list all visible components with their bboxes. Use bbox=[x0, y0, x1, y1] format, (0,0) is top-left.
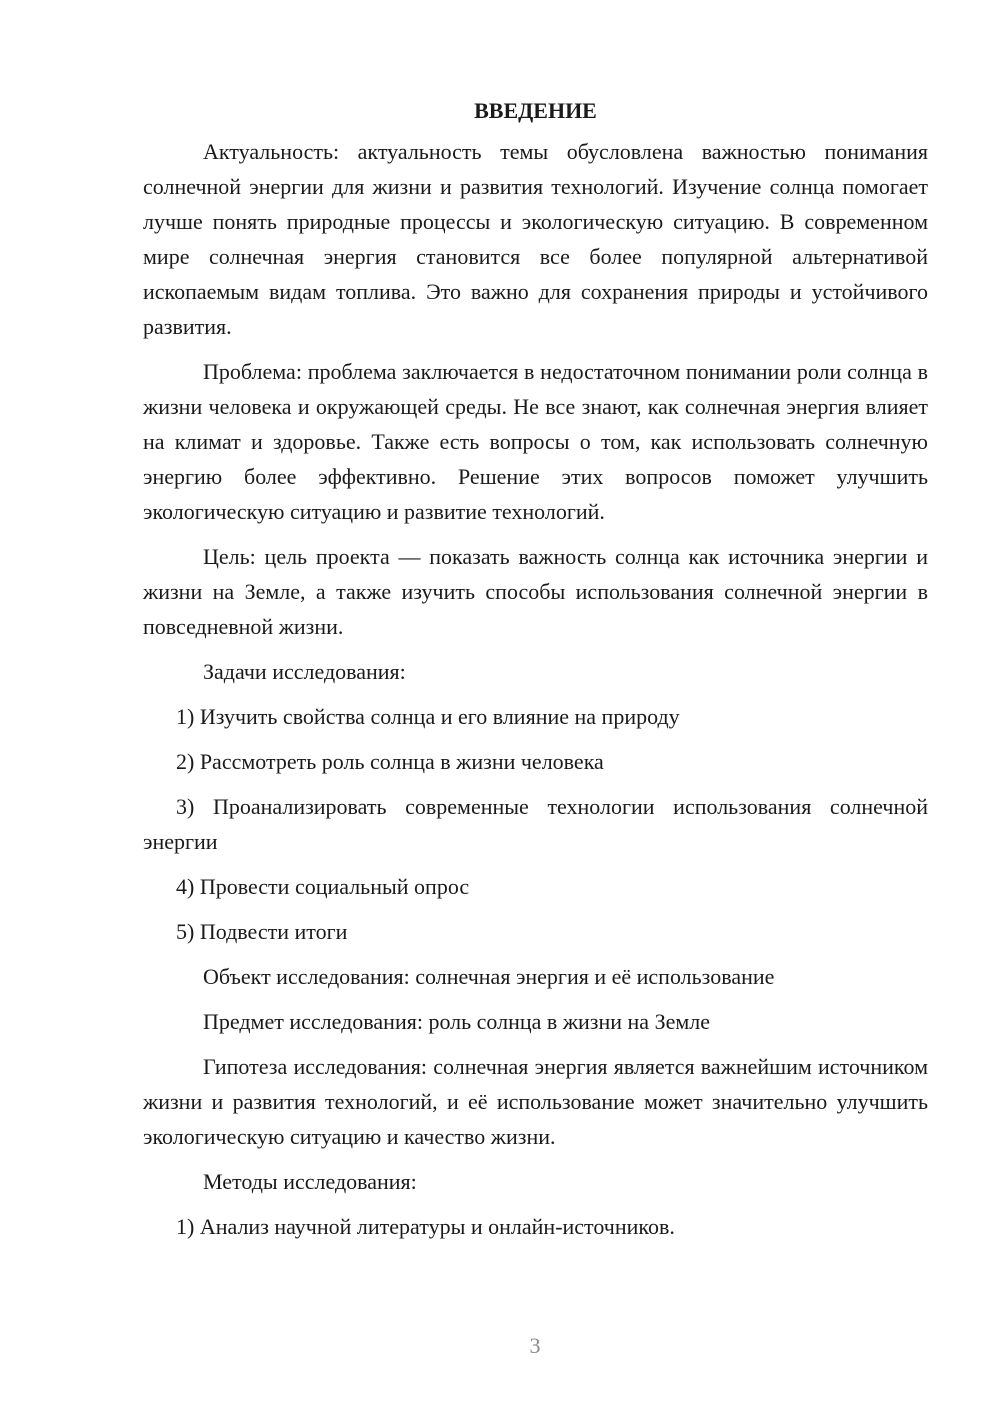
page-number: 3 bbox=[529, 1333, 541, 1358]
task-item: 5) Подвести итоги bbox=[176, 919, 348, 944]
tasks-heading: Задачи исследования: bbox=[203, 659, 406, 684]
object-paragraph: Объект исследования: солнечная энергия и её использование bbox=[203, 964, 775, 989]
task-item: 1) Изучить свойства солнца и его влияние на природу bbox=[176, 704, 680, 729]
relevance-paragraph: Актуальность: актуальность темы обусловлена важностью понимания солнечной энергии для жизни и развития технологий. Изучение солнца помогает лучше понять природные процессы и экологическую ситуацию. В современном мире солнечная энергия становится все более популярной альтернативой ископаемым видам топлива. Это важно для сохранения природы и устойчивого развития. bbox=[143, 139, 928, 339]
task-item: 2) Рассмотреть роль солнца в жизни человека bbox=[176, 749, 604, 774]
methods-heading: Методы исследования: bbox=[203, 1169, 417, 1194]
goal-paragraph: Цель: цель проекта — показать важность солнца как источника энергии и жизни на Земле, а также изучить способы использования солнечной энергии в повседневной жизни. bbox=[143, 544, 928, 639]
task-item: 4) Провести социальный опрос bbox=[176, 874, 470, 899]
method-item: 1) Анализ научной литературы и онлайн-источников. bbox=[176, 1214, 675, 1239]
hypothesis-paragraph: Гипотеза исследования: солнечная энергия является важнейшим источником жизни и развития технологий, и её использование может значительно улучшить экологическую ситуацию и качество жизни. bbox=[143, 1054, 928, 1149]
task-item: 3) Проанализировать современные технологии использования солнечной энергии bbox=[143, 794, 928, 854]
problem-paragraph: Проблема: проблема заключается в недостаточном понимании роли солнца в жизни человека и окружающей среды. Не все знают, как солнечная энергия влияет на климат и здоровье. Также есть вопросы о том, как использовать солнечную энергию более эффективно. Решение этих вопросов поможет улучшить экологическую ситуацию и развитие технологий. bbox=[143, 359, 928, 524]
page-content bbox=[143, 96, 928, 1254]
subject-paragraph: Предмет исследования: роль солнца в жизни на Земле bbox=[203, 1009, 711, 1034]
section-title: ВВЕДЕНИЕ bbox=[474, 98, 597, 123]
